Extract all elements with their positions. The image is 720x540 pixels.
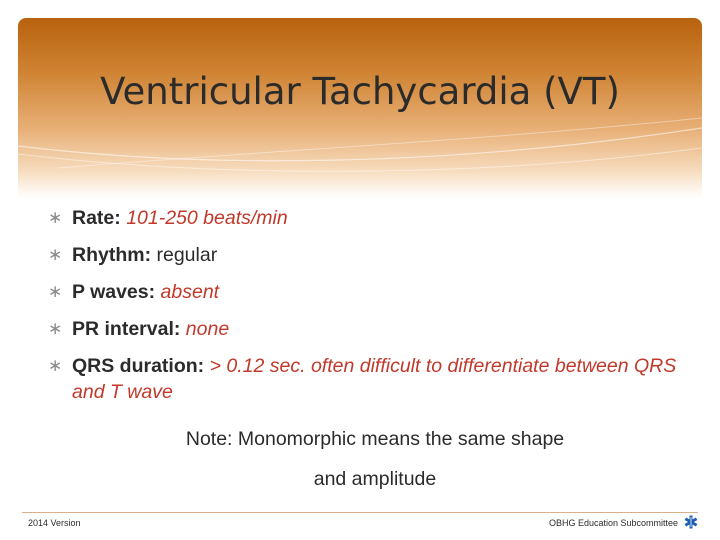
bullet-item-rate <box>48 205 708 231</box>
bullet-list <box>48 205 708 416</box>
slide-title: Ventricular Tachycardia (VT) <box>100 70 620 113</box>
bullet-value: none <box>185 318 230 340</box>
bullet-item-pr-interval <box>48 316 708 342</box>
bullet-label: Rhythm: <box>72 244 152 266</box>
star-of-life-icon <box>684 515 698 529</box>
asterisk-bullet-icon: ∗ <box>48 319 63 338</box>
asterisk-bullet-icon: ∗ <box>48 282 63 301</box>
bullet-value: 101-250 beats/min <box>126 207 288 229</box>
bullet-item-rhythm <box>48 242 708 268</box>
bullet-item-qrs-duration <box>48 353 708 405</box>
bullet-value: absent <box>160 281 220 303</box>
bullet-label: PR interval: <box>72 318 181 340</box>
footer-organization: OBHG Education Subcommittee <box>548 518 678 528</box>
bullet-label: P waves: <box>72 281 156 303</box>
bullet-value: > 0.12 sec. often difficult to differentiate between QRS and T wave <box>72 355 677 403</box>
asterisk-bullet-icon: ∗ <box>48 356 63 375</box>
asterisk-bullet-icon: ∗ <box>48 245 63 264</box>
bullet-label: Rate: <box>72 207 121 229</box>
note-line-2: and amplitude <box>313 468 437 490</box>
note-line-1: Note: Monomorphic means the same shape <box>185 428 565 450</box>
asterisk-bullet-icon: ∗ <box>48 208 63 227</box>
bullet-item-p-waves <box>48 279 708 305</box>
bullet-label: QRS duration: <box>72 355 205 377</box>
footer-divider <box>22 512 698 513</box>
bullet-value: regular <box>156 244 218 266</box>
footer-version: 2014 Version <box>28 518 81 528</box>
